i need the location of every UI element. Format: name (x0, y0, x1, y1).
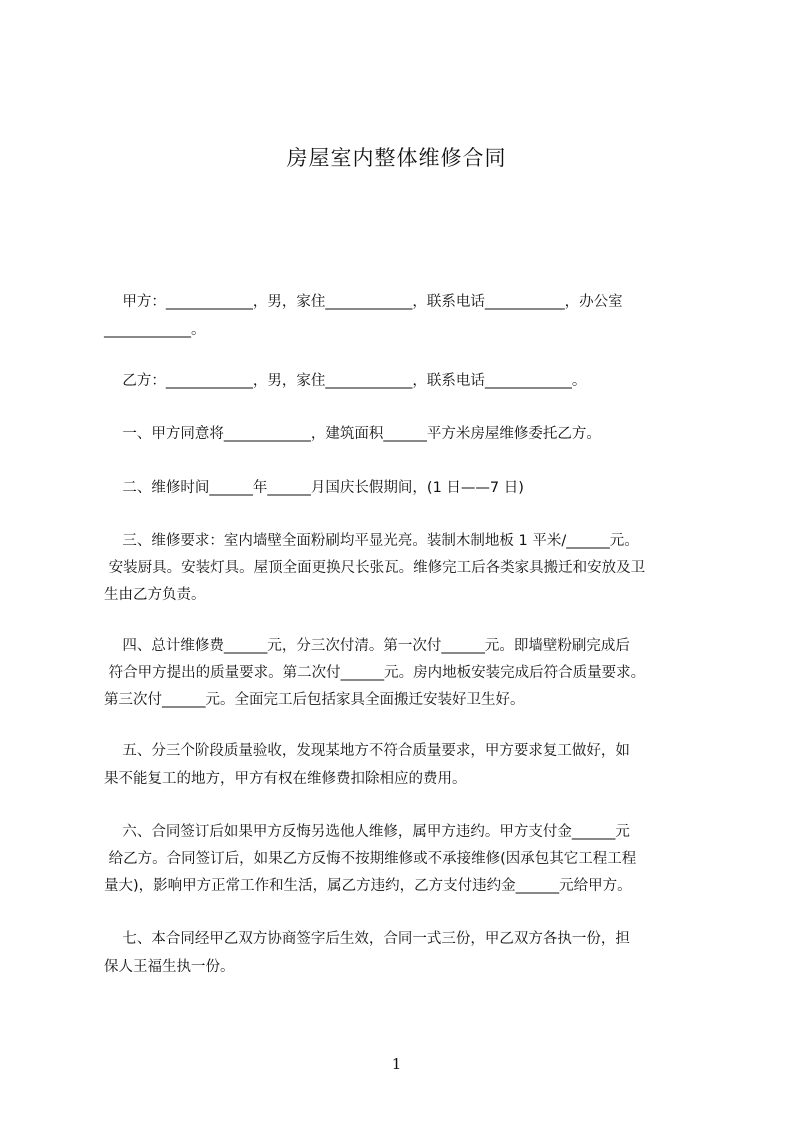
clause-4-line-1: 四、总计维修费______元，分三次付清。第一次付______元。即墙壁粉刷完成后 (104, 638, 630, 654)
clause-2: 二、维修时间______年______月国庆长假期间，(1 日——7 日) (104, 480, 524, 496)
document-title: 房屋室内整体维修合同 (286, 146, 507, 170)
clause-3-line-3: 生由乙方负责。 (104, 587, 206, 603)
clause-7-line-1: 七、本合同经甲乙双方协商签字后生效，合同一式三份，甲乙双方各执一份，担 (104, 931, 630, 947)
party-a-line-2: ____________。 (104, 322, 206, 338)
clause-1: 一、甲方同意将____________，建筑面积______平方米房屋维修委托乙方。 (104, 426, 601, 442)
clause-6-line-2: 给乙方。合同签订后，如果乙方反悔不按期维修或不承接维修(因承包其它工程工程 (104, 851, 637, 867)
clause-7-line-2: 保人王福生执一份。 (104, 959, 235, 975)
clause-3-line-2: 安装厨具。安装灯具。屋顶全面更换尺长张瓦。维修完工后各类家具搬迁和安放及卫 (104, 560, 646, 576)
clause-3-line-1: 三、维修要求：室内墙壁全面粉刷均平显光亮。装制木制地板 1 平米/______元。 (104, 533, 639, 549)
clause-5-line-2: 果不能复工的地方，甲方有权在维修费扣除相应的费用。 (104, 771, 467, 787)
party-b-line: 乙方：____________，男，家住____________，联系电话____________。 (104, 373, 587, 389)
clause-4-line-3: 第三次付______元。全面完工后包括家具全面搬迁安装好卫生好。 (104, 692, 525, 708)
clause-5-line-1: 五、分三个阶段质量验收，发现某地方不符合质量要求，甲方要求复工做好，如 (104, 743, 630, 759)
clause-6-line-1: 六、合同签订后如果甲方反悔另选他人维修，属甲方违约。甲方支付金______元 (104, 824, 630, 840)
party-a-line-1: 甲方：____________，男，家住____________，联系电话___________，办公室 (104, 294, 623, 310)
clause-4-line-2: 符合甲方提出的质量要求。第二次付______元。房内地板安装完成后符合质量要求。 (104, 665, 646, 681)
page-number: 1 (391, 1055, 402, 1073)
clause-6-line-3: 量大)，影响甲方正常工作和生活，属乙方违约，乙方支付违约金______元给甲方。 (104, 878, 632, 894)
